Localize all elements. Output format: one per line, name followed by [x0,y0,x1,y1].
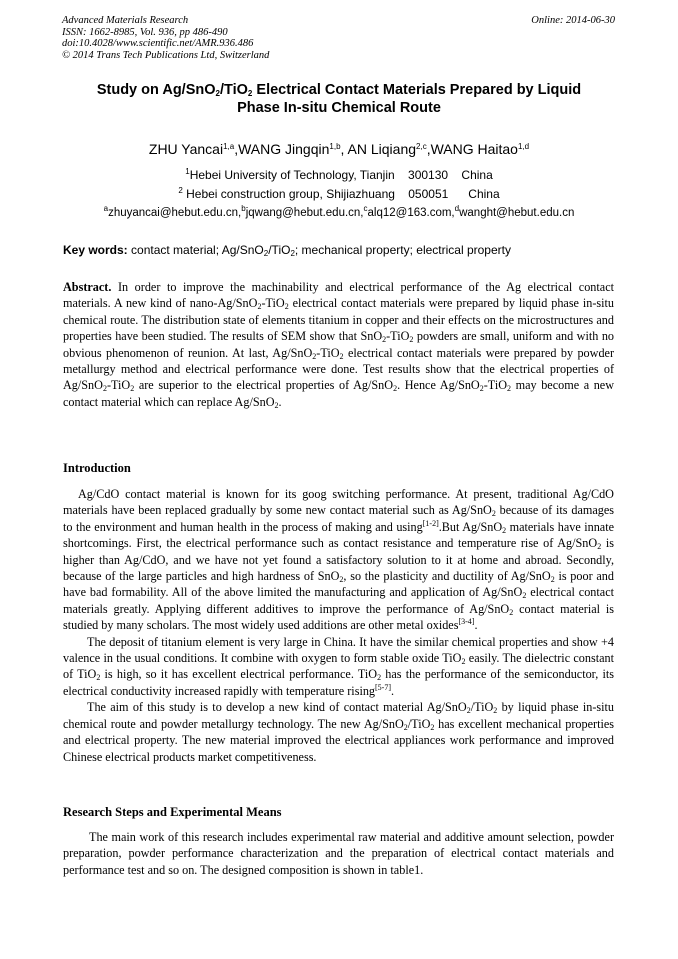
paper-title [40,81,638,117]
research-body [63,829,614,878]
citation: [1-2] [422,518,439,528]
abstract-label: Abstract. [63,280,112,294]
doi-line: doi:10.4028/www.scientific.net/AMR.936.486 [62,38,254,49]
copyright-line: © 2014 Trans Tech Publications Ltd, Switzerland [62,49,270,61]
affiliation-2: $^2$ Hebei construction group, Shijiazhuang 050051 China [178,186,500,201]
affiliation-1: $^1$Hebei University of Technology, Tianjin 300130 China [185,167,493,182]
abstract: Abstract. In order to improve the machinability and electrical performance of the Ag electrical contact materials. A new kind of nano-Ag/SnO$_2$-TiO$_2$ electrical contact materials were prepared by liquid phase in-situ chemical route. The distribution state of elements titanium in copper and their effects on the microstructures and properties have been studied. The results of SEM show that SnO$_2$-TiO$_2$ powders are small, uniform and with no obvious phenomenon of reunion. At last, Ag/SnO$_2$-TiO$_2$ electrical contact materials were prepared by powder metallurgy method and electrical performance were done. Test results show that the electrical properties of Ag/SnO$_2$-TiO$_2$ are superior to the electrical properties of Ag/SnO$_2$. Hence Ag/SnO$_2$-TiO$_2$ may become a new contact material which can replace Ag/SnO$_2$. [63,280,615,410]
title-line-1: Study on Ag/SnO$_2$/TiO$_2$ Electrical Contact Materials Prepared by Liquid [96,82,582,98]
journal-header [62,15,269,61]
online-date: Online: 2014-06-30 [531,15,615,26]
research-heading: Research Steps and Experimental Means [63,805,282,819]
intro-paragraph-3: The aim of this study is to develop a new kind of contact material Ag/SnO$_2$/TiO$_2$ by liquid phase in-situ chemical route and powder metallurgy technology. The new Ag/SnO$_2$/TiO$_2$ has excellent mechanical properties and electrical property. The new material improved the electrical appliances work performance and improved Chinese electrical products market competitiveness. [63,700,614,764]
citation: [5-7] [375,682,392,692]
title-line-2: Phase In-situ Chemical Route [237,100,441,116]
citation: [3-4] [458,617,475,627]
introduction-heading: Introduction [63,461,131,475]
intro-paragraph-1: Ag/CdO contact material is known for its goog switching performance. At present, traditional Ag/CdO materials have been replaced gradually by some new contact material such as Ag/SnO$_2$ because of its damages to the environment and human health in the process of making and using[1-2].But Ag/SnO$_2$ materials have innate shortcomings. First, the electrical performance such as contact resistance and temperature rise of Ag/SnO$_2$ is higher than Ag/CdO, and we have not yet found a satisfactory solution to it at home and abroad. Secondly, because of the large particles and high hardness of SnO$_2$, so the plasticity and ductility of Ag/SnO$_2$ is poor and have bad formability. All of the above limited the manufacturing and application of Ag/SnO$_2$ electrical contact materials greatly. Applying different additives to improve the performance of Ag/SnO$_2$ contact material is studied by many scholars. The most widely used additions are other metal oxides[3-4]. [63,487,615,633]
author-list: ZHU Yancai$^{1,a}$,WANG Jingqin$^{1,b}$, AN Liqiang$^{2,c}$,WANG Haitao$^{1,d}$ [148,141,530,157]
keywords: Key words: contact material; Ag/SnO$_2$/TiO$_2$; mechanical property; electrical property [63,243,511,258]
research-paragraph-1: The main work of this research includes experimental raw material and additive amount selection, powder preparation, powder performance characterization and the preparation of electrical contact materials and performance test and so on. The designed composition is shown in table1. [63,830,614,877]
keywords-label: Key words: [63,243,128,257]
author-emails: $^a$zhuyancai@hebut.edu.cn,$^b$jqwang@hebut.edu.cn,$^c$alq12@163.com,$^d$wanght@hebut.edu.cn [103,204,575,219]
journal-name: Advanced Materials Research [62,15,189,26]
introduction-body [63,486,614,765]
issn-line: ISSN: 1662-8985, Vol. 936, pp 486-490 [62,26,228,38]
intro-paragraph-2: The deposit of titanium element is very large in China. It have the similar chemical properties and show +4 valence in the usual conditions. It combine with oxygen to form stable oxide TiO$_2$ easily. The dielectric constant of TiO$_2$ is high, so it has excellent electrical performance. TiO$_2$ has the performance of the semiconductor, its electrical conductivity increased rapidly with temperature rising[5-7]. [63,634,615,698]
